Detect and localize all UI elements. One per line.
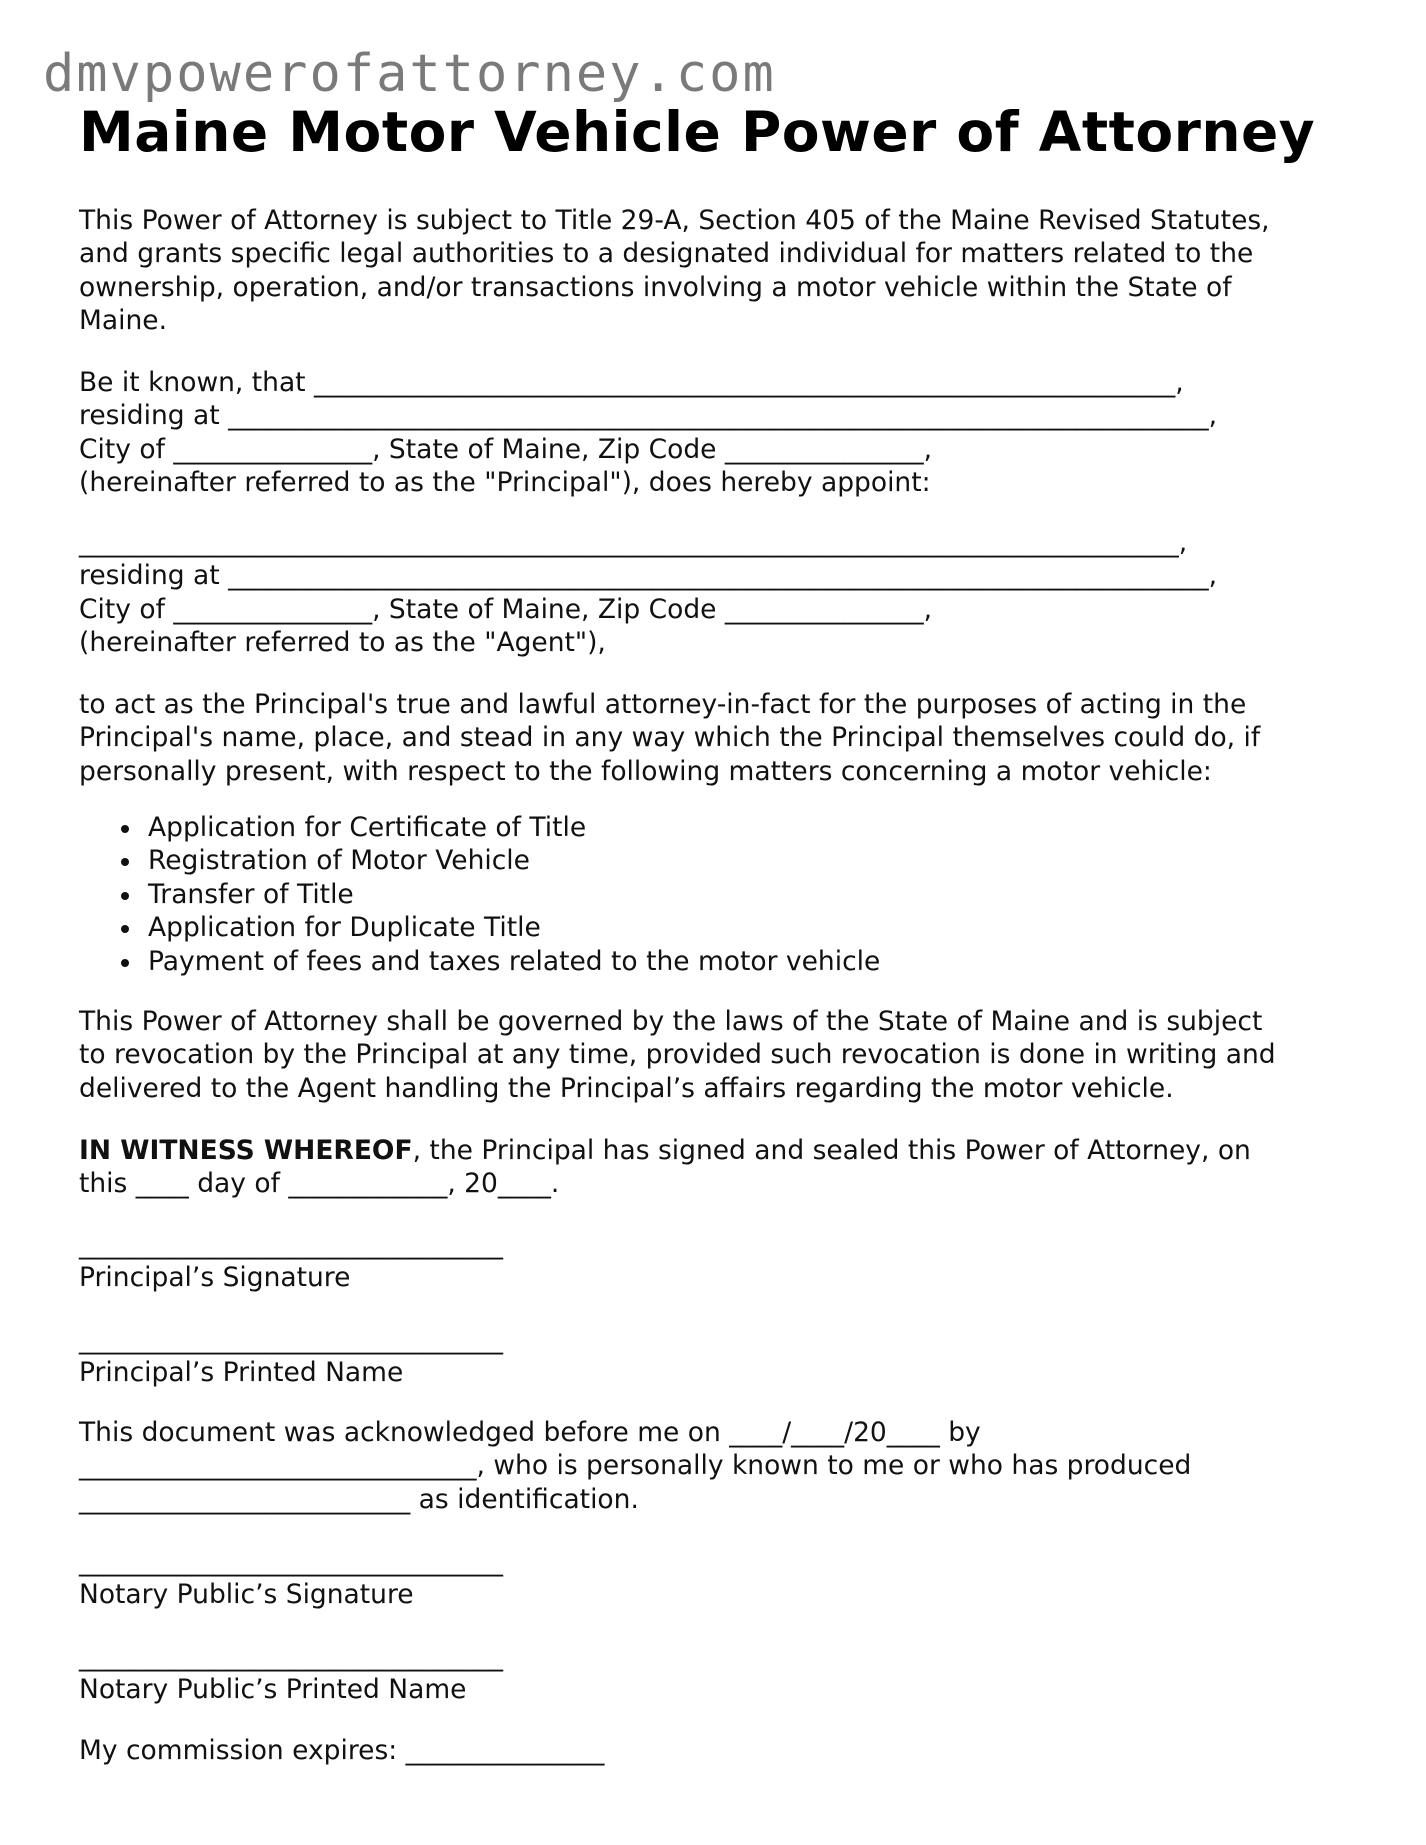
governing-line: to revocation by the Principal at any time, provided such revocation is done in writing and (79, 1039, 1276, 1071)
powers-intro-line: personally present, with respect to the following matters concerning a motor vehicle: (79, 755, 1212, 787)
agent-address-field[interactable]: residing at __________________________________________________________________________, (79, 560, 1217, 592)
principal-signature-label: Principal’s Signature (79, 1262, 351, 1294)
intro-line: and grants specific legal authorities to a designated individual for matters related to the (79, 238, 1254, 270)
principal-name-field[interactable]: Be it known, that _________________________________________________________________, (79, 367, 1184, 398)
agent-name-field[interactable]: ___________________________________________________________________________________, (79, 527, 1188, 558)
notary-signature-label: Notary Public’s Signature (79, 1579, 414, 1611)
watermark: dmvpowerofattorney.com (43, 44, 776, 104)
intro-paragraph (79, 204, 1379, 338)
principal-signature-line[interactable]: ________________________________ (79, 1229, 503, 1260)
list-item: Application for Certificate of Title (79, 811, 880, 844)
intro-line: Maine. (79, 305, 167, 337)
principal-address-field[interactable]: residing at __________________________________________________________________________, (79, 400, 1217, 432)
notary-acknowledgment (79, 1416, 1379, 1516)
acknowledgment-date-field[interactable]: This document was acknowledged before me on ____/____/20____ by (79, 1417, 981, 1448)
powers-intro-paragraph (79, 688, 1379, 788)
principal-printed-name-line[interactable]: ________________________________ (79, 1324, 503, 1355)
principal-printed-name-label: Principal’s Printed Name (79, 1357, 404, 1389)
governing-line: This Power of Attorney shall be governed by the laws of the State of Maine and is subject (79, 1006, 1263, 1037)
powers-intro-line: to act as the Principal's true and lawful attorney-in-fact for the purposes of acting in the (79, 689, 1247, 720)
governing-line: delivered to the Agent handling the Principal’s affairs regarding the motor vehicle. (79, 1072, 1174, 1104)
list-item: Application for Duplicate Title (79, 911, 880, 944)
notary-signature-block (79, 1545, 1379, 1612)
principal-designation: (hereinafter referred to as the "Principal"), does hereby appoint: (79, 467, 931, 499)
intro-line: ownership, operation, and/or transactions involving a motor vehicle within the State of (79, 271, 1232, 303)
agent-city-zip-field[interactable]: City of _______________, State of Maine, Zip Code _______________, (79, 593, 933, 625)
acknowledgment-id-field[interactable]: _________________________ as identification. (79, 1483, 639, 1515)
notary-printed-name-line[interactable]: ________________________________ (79, 1641, 503, 1672)
powers-intro-line: Principal's name, place, and stead in any way which the Principal themselves could do, if (79, 722, 1261, 754)
witness-heading: IN WITNESS WHEREOF (79, 1135, 413, 1166)
commission-expiry-field[interactable]: My commission expires: _______________ (79, 1735, 605, 1766)
document-title: Maine Motor Vehicle Power of Attorney (79, 100, 1316, 164)
commission-expiry-block (79, 1734, 1379, 1767)
witness-text: , the Principal has signed and sealed this Power of Attorney, on (412, 1135, 1251, 1166)
principal-signature-block (79, 1228, 1379, 1295)
principal-city-zip-field[interactable]: City of _______________, State of Maine, Zip Code _______________, (79, 433, 933, 465)
list-item: Registration of Motor Vehicle (79, 844, 880, 877)
agent-block (79, 526, 1379, 660)
principal-block (79, 366, 1379, 500)
acknowledgment-name-field[interactable]: ______________________________, who is personally known to me or who has produced (79, 1450, 1192, 1482)
governing-law-paragraph (79, 1005, 1379, 1105)
witness-date-field[interactable]: this ____ day of ____________, 20____. (79, 1168, 560, 1200)
witness-paragraph (79, 1134, 1379, 1201)
intro-line: This Power of Attorney is subject to Title 29-A, Section 405 of the Maine Revised Statutes, (79, 205, 1270, 236)
agent-designation: (hereinafter referred to as the "Agent"), (79, 627, 606, 659)
list-item: Payment of fees and taxes related to the motor vehicle (79, 945, 880, 978)
authorities-list (79, 811, 880, 978)
notary-printed-name-label: Notary Public’s Printed Name (79, 1674, 467, 1706)
notary-printed-name-block (79, 1640, 1379, 1707)
list-item: Transfer of Title (79, 878, 880, 911)
notary-signature-line[interactable]: ________________________________ (79, 1546, 503, 1577)
principal-printed-name-block (79, 1323, 1379, 1390)
